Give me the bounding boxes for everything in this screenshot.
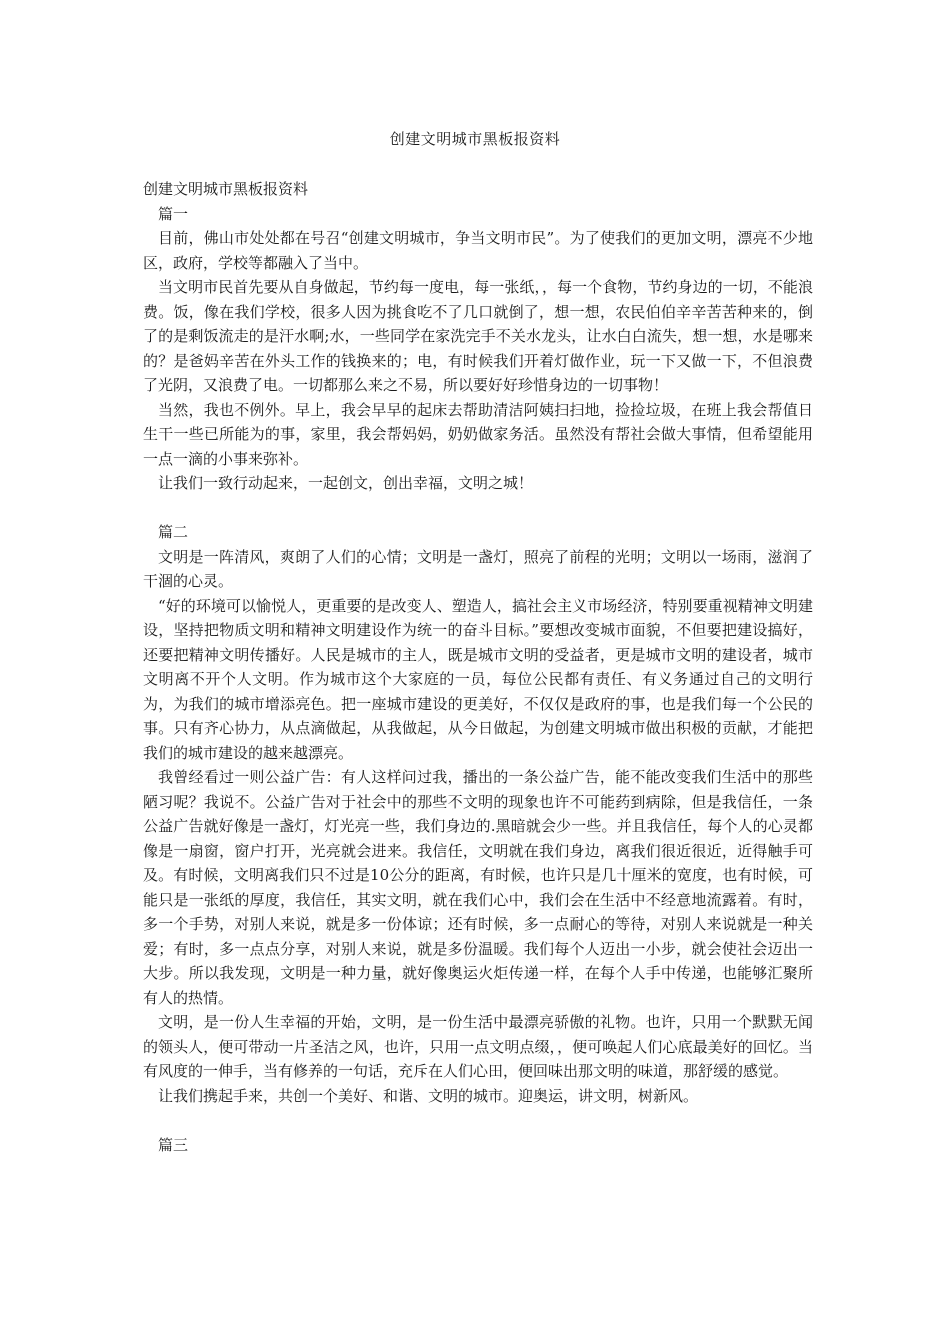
section-label: 篇三 — [158, 1135, 189, 1154]
paragraph: 文明，是一份人生幸福的开始，文明，是一份生活中最漂亮骄傲的礼物。也许，只用一个默默无闻的领头人，便可带动一片圣洁之风，也许，只用一点文明点缀，，便可唤起人们心底最美好的回忆。当有风度的一伸手，当有修养的一句话，充斥在人们心田，便回味出那文明的味道，那舒缓的感觉。 — [143, 1013, 813, 1080]
paragraph: “好的环境可以愉悦人，更重要的是改变人、塑造人，搞社会主义市场经济，特别要重视精神文明建设，坚持把物质文明和精神文明建设作为统一的奋斗目标。”要想改变城市面貌，不但要把建设搞好，还要把精神文明传播好。人民是城市的主人，既是城市文明的受益者，更是城市文明的建设者，城市文明离不开个人文明。作为城市这个大家庭的一员，每位公民都有责任、有义务通过自己的文明行为，为我们的城市增添亮色。把一座城市建设的更美好，不仅仅是政府的事，也是我们每一个公民的事。只有齐心协力，从点滴做起，从我做起，从今日做起，为创建文明城市做出积极的贡献，才能把我们的城市建设的越来越漂亮。 — [143, 596, 813, 762]
paragraph: 让我们一致行动起来，一起创文，创出幸福，文明之城！ — [158, 474, 534, 492]
document-subtitle: 创建文明城市黑板报资料 — [143, 180, 309, 198]
paragraph: 当文明市民首先要从自身做起，节约每一度电，每一张纸，，每一个食物，节约身边的一切，不能浪费。饭，像在我们学校，很多人因为挑食吃不了几口就倒了，想一想，农民伯伯辛辛苦苦种来的，倒了的是剩饭流走的是汗水啊;水，一些同学在家洗完手不关水龙头，让水白白流失，想一想，水是哪来的？是爸妈辛苦在外头工作的钱换来的；电，有时候我们开着灯做作业，玩一下又做一下，不但浪费了光阴，又浪费了电。一切都那么来之不易，所以要好好珍惜身边的一切事物！ — [143, 278, 813, 394]
section-gap — [143, 496, 813, 521]
document-title: 创建文明城市黑板报资料 — [389, 130, 561, 148]
paragraph: 目前，佛山市处处都在号召“创建文明城市，争当文明市民”。为了使我们的更加文明，漂亮不少地区，政府，学校等都融入了当中。 — [143, 229, 813, 272]
paragraph: 让我们携起手来，共创一个美好、和谐、文明的城市。迎奥运，讲文明，树新风。 — [158, 1086, 699, 1105]
section-label: 篇二 — [158, 523, 189, 541]
document-body — [143, 177, 813, 1157]
paragraph: 当然，我也不例外。早上，我会早早的起床去帮助清洁阿姨扫扫地，捡捡垃圾，在班上我会帮值日生干一些已所能为的事，家里，我会帮妈妈，奶奶做家务活。虽然没有帮社会做大事情，但希望能用一点一滴的小事来弥补。 — [143, 400, 813, 468]
section-label: 篇一 — [158, 204, 189, 223]
paragraph: 我曾经看过一则公益广告：有人这样问过我，播出的一条公益广告，能不能改变我们生活中的那些陋习呢？我说不。公益广告对于社会中的那些不文明的现象也许不可能药到病除，但是我信任，一条公益广告就好像是一盏灯，灯光亮一些，我们身边的.黑暗就会少一些。并且我信任，每个人的心灵都像是一扇窗，窗户打开，光亮就会进来。我信任，文明就在我们身边，离我们很近很近，近得触手可及。有时候，文明离我们只不过是10公分的距离，有时候，也许只是几十厘米的宽度，也有时候，可能只是一张纸的厚度，我信任，其实文明，就在我们心中，我们会在生活中不经意地流露着。有时，多一个手势，对别人来说，就是多一份体谅；还有时候，多一点耐心的等待，对别人来说就是一种关爱；有时，多一点点分享，对别人来说，就是多份温暖。我们每个人迈出一小步，就会使社会迈出一大步。所以我发现，文明是一种力量，就好像奥运火炬传递一样，在每个人手中传递，也能够汇聚所有人的热情。 — [143, 768, 813, 1007]
paragraph: 文明是一阵清风，爽朗了人们的心情；文明是一盏灯，照亮了前程的光明；文明以一场雨，滋润了干涸的心灵。 — [143, 547, 813, 590]
section-gap — [143, 1108, 813, 1133]
